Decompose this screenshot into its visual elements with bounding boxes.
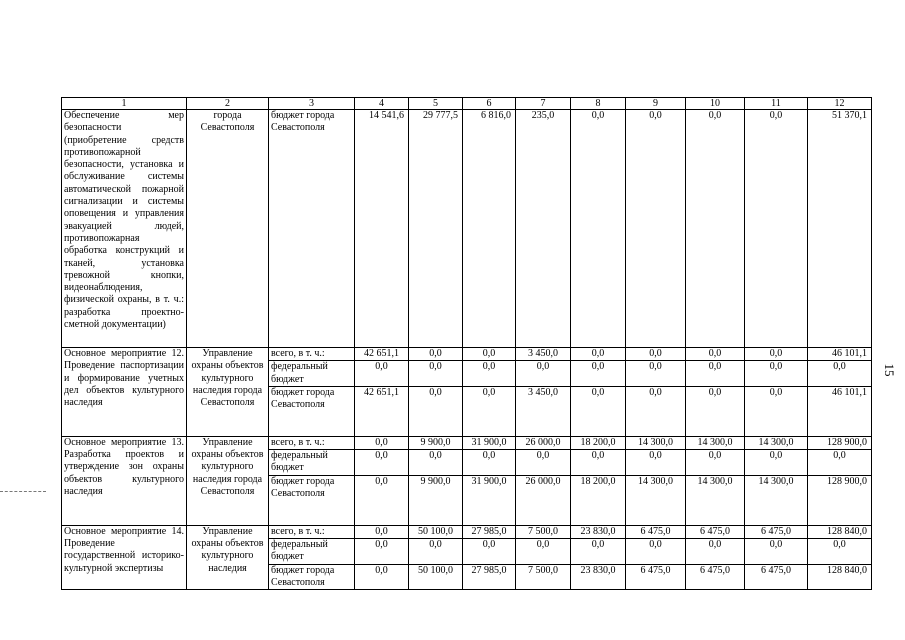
value-cell: 128 900,0 bbox=[808, 436, 872, 449]
executor-cell: Управление охраны объектов культурного наследия bbox=[187, 525, 269, 589]
activity-cell: Основное мероприятие 12. Проведение паспортизации и формирование учетных дел объектов культурного наследия bbox=[62, 348, 187, 437]
column-number: 1 bbox=[62, 98, 187, 110]
column-number: 10 bbox=[686, 98, 745, 110]
value-cell: 42 651,1 bbox=[355, 386, 409, 436]
value-cell: 14 300,0 bbox=[686, 436, 745, 449]
value-cell: 0,0 bbox=[808, 539, 872, 565]
value-cell: 0,0 bbox=[409, 539, 463, 565]
table-row-measure-13-total bbox=[62, 436, 872, 449]
value-cell: 0,0 bbox=[745, 450, 808, 476]
column-number: 9 bbox=[626, 98, 686, 110]
value-cell: 0,0 bbox=[355, 525, 409, 538]
value-cell: 23 830,0 bbox=[571, 525, 626, 538]
column-number: 3 bbox=[269, 98, 355, 110]
funding-source-cell: всего, в т. ч.: bbox=[269, 348, 355, 361]
column-number: 8 bbox=[571, 98, 626, 110]
value-cell: 50 100,0 bbox=[409, 564, 463, 590]
value-cell: 0,0 bbox=[516, 361, 571, 387]
table-row-fire-safety bbox=[62, 110, 872, 348]
funding-source-cell: федеральный бюджет bbox=[269, 450, 355, 476]
value-cell: 0,0 bbox=[355, 450, 409, 476]
value-cell: 6 475,0 bbox=[686, 525, 745, 538]
table-row-measure-12-total bbox=[62, 348, 872, 361]
column-number: 7 bbox=[516, 98, 571, 110]
funding-source-cell: федеральный бюджет bbox=[269, 361, 355, 387]
value-cell: 0,0 bbox=[808, 450, 872, 476]
value-cell: 0,0 bbox=[409, 348, 463, 361]
value-cell: 0,0 bbox=[686, 361, 745, 387]
value-cell: 51 370,1 bbox=[808, 110, 872, 348]
column-number-row bbox=[62, 98, 872, 110]
value-cell: 0,0 bbox=[571, 539, 626, 565]
funding-source-cell: бюджет города Севастополя bbox=[269, 110, 355, 348]
value-cell: 0,0 bbox=[516, 450, 571, 476]
value-cell: 0,0 bbox=[355, 539, 409, 565]
column-number: 5 bbox=[409, 98, 463, 110]
value-cell: 6 475,0 bbox=[745, 564, 808, 590]
funding-source-cell: всего, в т. ч.: bbox=[269, 436, 355, 449]
value-cell: 0,0 bbox=[686, 110, 745, 348]
funding-source-cell: бюджет города Севастополя bbox=[269, 386, 355, 436]
value-cell: 6 475,0 bbox=[626, 564, 686, 590]
value-cell: 0,0 bbox=[745, 348, 808, 361]
budget-table bbox=[61, 97, 872, 590]
activity-cell: Основное мероприятие 13. Разработка проектов и утверждение зон охраны объектов культурного наследия bbox=[62, 436, 187, 525]
value-cell: 42 651,1 bbox=[355, 348, 409, 361]
value-cell: 0,0 bbox=[745, 110, 808, 348]
value-cell: 128 840,0 bbox=[808, 525, 872, 538]
value-cell: 14 300,0 bbox=[745, 436, 808, 449]
value-cell: 0,0 bbox=[571, 386, 626, 436]
value-cell: 29 777,5 bbox=[409, 110, 463, 348]
value-cell: 23 830,0 bbox=[571, 564, 626, 590]
value-cell: 0,0 bbox=[686, 386, 745, 436]
value-cell: 46 101,1 bbox=[808, 348, 872, 361]
value-cell: 0,0 bbox=[409, 361, 463, 387]
value-cell: 27 985,0 bbox=[463, 525, 516, 538]
value-cell: 7 500,0 bbox=[516, 525, 571, 538]
value-cell: 3 450,0 bbox=[516, 386, 571, 436]
value-cell: 0,0 bbox=[571, 361, 626, 387]
value-cell: 3 450,0 bbox=[516, 348, 571, 361]
value-cell: 14 300,0 bbox=[626, 436, 686, 449]
executor-cell: города Севастополя bbox=[187, 110, 269, 348]
value-cell: 0,0 bbox=[686, 539, 745, 565]
column-number: 11 bbox=[745, 98, 808, 110]
value-cell: 9 900,0 bbox=[409, 475, 463, 525]
value-cell: 0,0 bbox=[745, 361, 808, 387]
value-cell: 0,0 bbox=[355, 361, 409, 387]
value-cell: 31 900,0 bbox=[463, 475, 516, 525]
value-cell: 0,0 bbox=[409, 386, 463, 436]
value-cell: 14 300,0 bbox=[745, 475, 808, 525]
value-cell: 0,0 bbox=[463, 348, 516, 361]
value-cell: 31 900,0 bbox=[463, 436, 516, 449]
value-cell: 18 200,0 bbox=[571, 475, 626, 525]
value-cell: 7 500,0 bbox=[516, 564, 571, 590]
value-cell: 0,0 bbox=[463, 386, 516, 436]
value-cell: 14 300,0 bbox=[686, 475, 745, 525]
value-cell: 0,0 bbox=[355, 475, 409, 525]
value-cell: 0,0 bbox=[686, 450, 745, 476]
value-cell: 0,0 bbox=[626, 539, 686, 565]
value-cell: 0,0 bbox=[626, 386, 686, 436]
value-cell: 235,0 bbox=[516, 110, 571, 348]
scan-margin-mark bbox=[0, 491, 46, 492]
value-cell: 0,0 bbox=[571, 348, 626, 361]
funding-source-cell: федеральный бюджет bbox=[269, 539, 355, 565]
value-cell: 27 985,0 bbox=[463, 564, 516, 590]
value-cell: 26 000,0 bbox=[516, 436, 571, 449]
value-cell: 46 101,1 bbox=[808, 386, 872, 436]
column-number: 6 bbox=[463, 98, 516, 110]
table-row-measure-14-total bbox=[62, 525, 872, 538]
value-cell: 0,0 bbox=[745, 386, 808, 436]
value-cell: 6 816,0 bbox=[463, 110, 516, 348]
value-cell: 14 541,6 bbox=[355, 110, 409, 348]
value-cell: 0,0 bbox=[686, 348, 745, 361]
value-cell: 50 100,0 bbox=[409, 525, 463, 538]
value-cell: 0,0 bbox=[463, 450, 516, 476]
value-cell: 0,0 bbox=[626, 450, 686, 476]
value-cell: 9 900,0 bbox=[409, 436, 463, 449]
value-cell: 0,0 bbox=[571, 450, 626, 476]
funding-source-cell: бюджет города Севастополя bbox=[269, 564, 355, 590]
funding-source-cell: бюджет города Севастополя bbox=[269, 475, 355, 525]
value-cell: 0,0 bbox=[409, 450, 463, 476]
value-cell: 0,0 bbox=[355, 564, 409, 590]
activity-cell: Основное мероприятие 14. Проведение государственной историко-культурной экспертизы bbox=[62, 525, 187, 589]
value-cell: 6 475,0 bbox=[626, 525, 686, 538]
value-cell: 0,0 bbox=[626, 361, 686, 387]
value-cell: 0,0 bbox=[626, 110, 686, 348]
value-cell: 6 475,0 bbox=[686, 564, 745, 590]
value-cell: 14 300,0 bbox=[626, 475, 686, 525]
column-number: 2 bbox=[187, 98, 269, 110]
value-cell: 0,0 bbox=[463, 361, 516, 387]
value-cell: 0,0 bbox=[355, 436, 409, 449]
value-cell: 18 200,0 bbox=[571, 436, 626, 449]
page-number: 15 bbox=[882, 363, 897, 377]
value-cell: 128 840,0 bbox=[808, 564, 872, 590]
value-cell: 0,0 bbox=[808, 361, 872, 387]
column-number: 4 bbox=[355, 98, 409, 110]
executor-cell: Управление охраны объектов культурного наследия города Севастополя bbox=[187, 348, 269, 437]
activity-cell: Обеспечение мер безопасности (приобретение средств противопожарной безопасности, установка и обслуживание системы автоматической пожарной сигнализации и системы оповещения и управления эвакуацией людей, противопожарная обработка конструкций и тканей, установка тревожной кнопки, видеонаблюдения, физической охраны, в т. ч.: разработка проектно-сметной документации) bbox=[62, 110, 187, 348]
value-cell: 128 900,0 bbox=[808, 475, 872, 525]
value-cell: 26 000,0 bbox=[516, 475, 571, 525]
value-cell: 0,0 bbox=[571, 110, 626, 348]
value-cell: 0,0 bbox=[516, 539, 571, 565]
value-cell: 0,0 bbox=[463, 539, 516, 565]
value-cell: 6 475,0 bbox=[745, 525, 808, 538]
funding-source-cell: всего, в т. ч.: bbox=[269, 525, 355, 538]
column-number: 12 bbox=[808, 98, 872, 110]
value-cell: 0,0 bbox=[745, 539, 808, 565]
executor-cell: Управление охраны объектов культурного наследия города Севастополя bbox=[187, 436, 269, 525]
value-cell: 0,0 bbox=[626, 348, 686, 361]
